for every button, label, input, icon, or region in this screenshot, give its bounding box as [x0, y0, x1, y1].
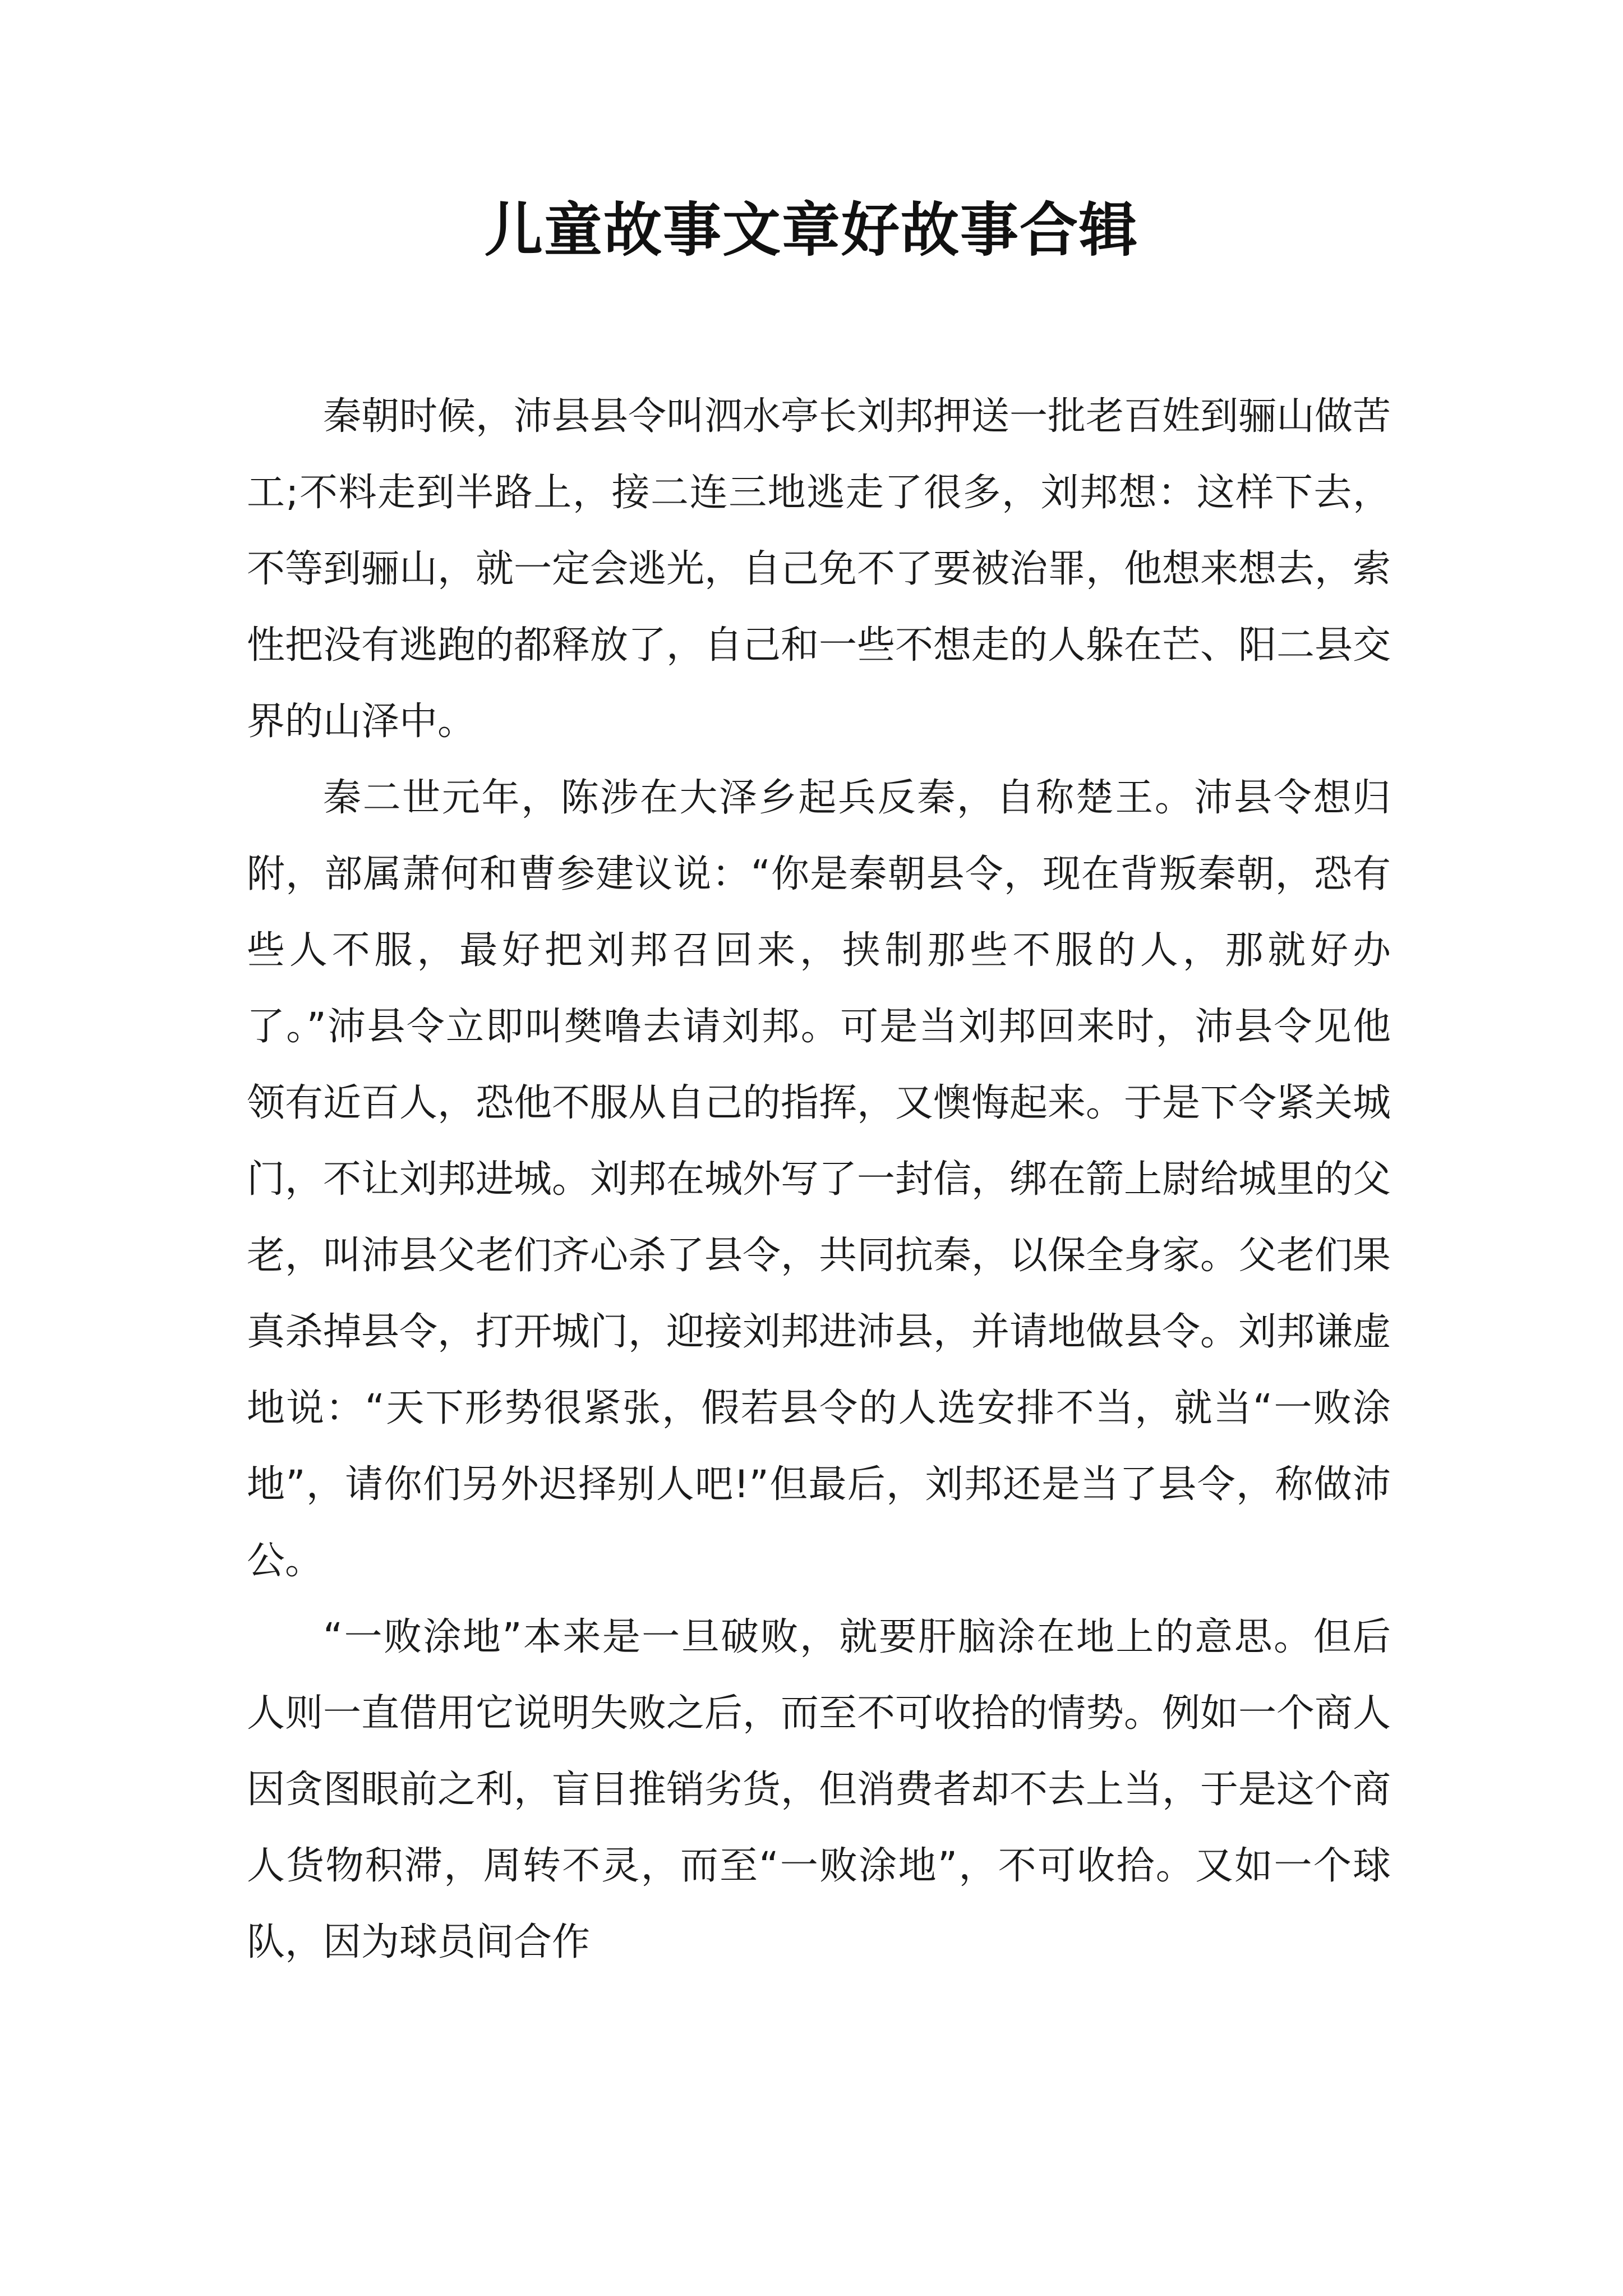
paragraph: 秦朝时候，沛县县令叫泗水亭长刘邦押送一批老百姓到骊山做苦工;不料走到半路上，接二连三地逃走了很多，刘邦想：这样下去，不等到骊山，就一定会逃光，自己免不了要被治罪，他想来想去，索性把没有逃跑的都释放了，自己和一些不想走的人躲在芒、阳二县交界的山泽中。: [247, 394, 1391, 744]
paragraph: 秦二世元年，陈涉在大泽乡起兵反秦，自称楚王。沛县令想归附，部属萧何和曹参建议说：“你是秦朝县令，现在背叛秦朝，恐有些人不服，最好把刘邦召回来，挟制那些不服的人，那就好办了。”沛县令立即叫樊噜去请刘邦。可是当刘邦回来时，沛县令见他领有近百人，恐他不服从自己的指挥，又懊悔起来。于是下令紧关城门，不让刘邦进城。刘邦在城外写了一封信，绑在箭上尉给城里的父老，叫沛县父老们齐心杀了县令，共同抗秦，以保全身家。父老们果真杀掉县令，打开城门，迎接刘邦进沛县，并请地做县令。刘邦谦虚地说：“天下形势很紧张，假若县令的人选安排不当，就当“一败涂地”，请你们另外迟择别人吧!”但最后，刘邦还是当了县令，称做沛公。: [247, 776, 1391, 1583]
document-title: 儿童故事文章好故事合辑: [484, 195, 1138, 264]
document-body: [247, 379, 1391, 1981]
paragraph: “一败涂地”本来是一旦破败，就要肝脑涂在地上的意思。但后人则一直借用它说明失败之后，而至不可收拾的情势。例如一个商人因贪图眼前之利，盲目推销劣货，但消费者却不去上当，于是这个商人货物积滞，周转不灵，而至“一败涂地”，不可收拾。又如一个球队，因为球员间合作: [247, 1615, 1391, 1964]
